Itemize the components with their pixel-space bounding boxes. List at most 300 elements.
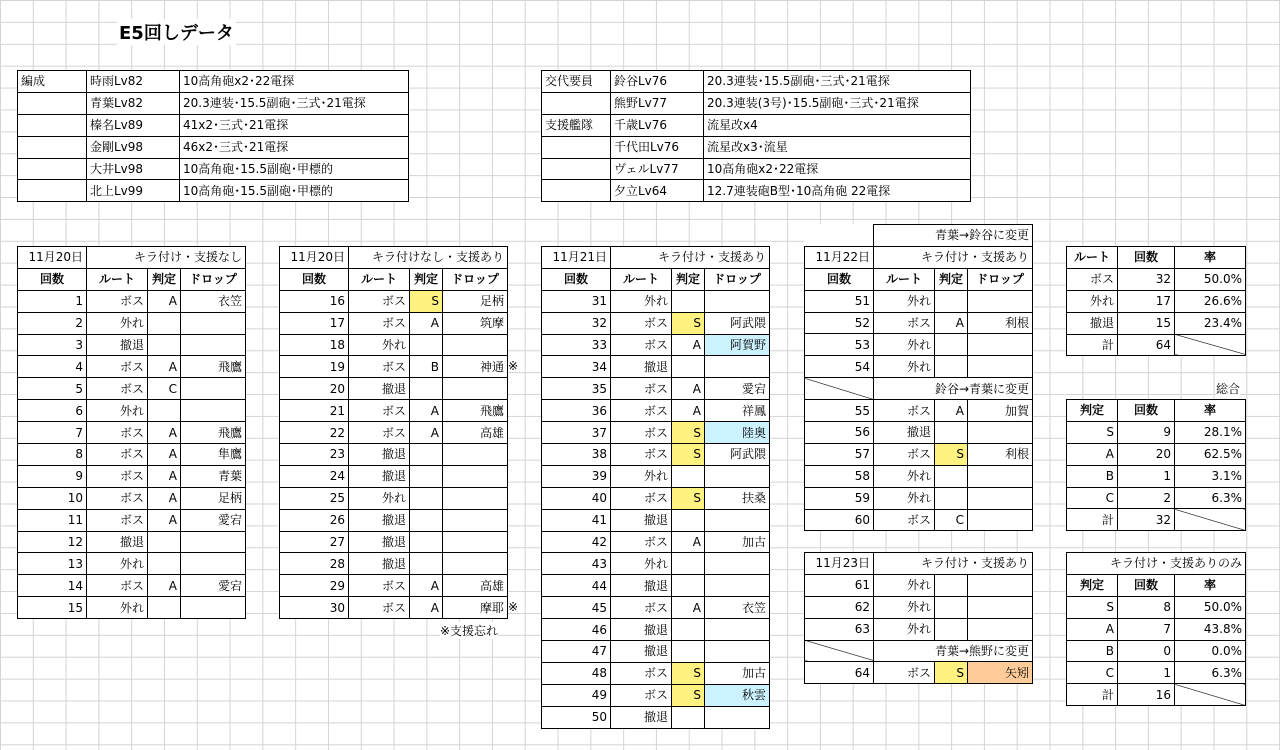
table-row <box>280 378 508 400</box>
summary-count: 8 <box>1118 596 1175 618</box>
equipment: 20.3連装･15.5副砲･三式･21電探 <box>180 92 409 114</box>
date-header-row <box>18 247 246 269</box>
table-row <box>280 553 508 575</box>
reserve-label <box>542 158 611 180</box>
grade-cell <box>410 553 443 575</box>
equipment: 20.3連装(3号)･15.5副砲･三式･21電探 <box>704 92 971 114</box>
route-cell: 外れ <box>874 574 935 596</box>
diagonal-cell <box>1175 334 1246 356</box>
table-row <box>805 465 1033 487</box>
run-number: 15 <box>18 597 87 619</box>
ship-name: ヴェルLv77 <box>611 158 704 180</box>
run-number: 37 <box>542 422 611 444</box>
drop-cell <box>968 422 1033 444</box>
route-cell: 外れ <box>349 487 410 509</box>
ship-name: 時雨Lv82 <box>87 71 180 93</box>
reserve-row <box>542 71 971 93</box>
ship-name: 北上Lv99 <box>87 180 180 202</box>
table-row <box>18 597 246 619</box>
run-number: 30 <box>280 597 349 619</box>
table-row <box>1067 290 1246 312</box>
summary-count: 20 <box>1118 443 1175 465</box>
condition-cell: キラ付け・支援あり <box>874 246 1033 268</box>
run-number: 5 <box>18 378 87 400</box>
header-count: 回数 <box>1118 247 1175 269</box>
table-row <box>280 312 508 334</box>
table-row <box>1067 421 1246 443</box>
route-cell: 撤退 <box>611 356 672 378</box>
route-cell: ボス <box>87 444 148 466</box>
route-cell: ボス <box>874 312 935 334</box>
summary-count: 0 <box>1118 640 1175 662</box>
header-drop: ドロップ <box>968 268 1033 290</box>
run-number: 57 <box>805 443 874 465</box>
ship-name: 千歳Lv76 <box>611 114 704 136</box>
route-cell: ボス <box>349 290 410 312</box>
drop-cell: 筑摩 <box>443 312 508 334</box>
grade-cell <box>935 465 968 487</box>
total-row <box>1067 334 1246 356</box>
table-row <box>280 400 508 422</box>
route-cell: 撤退 <box>611 706 672 728</box>
drop-cell <box>968 465 1033 487</box>
reserve-label <box>542 136 611 158</box>
run-number: 50 <box>542 706 611 728</box>
route-cell: 外れ <box>611 553 672 575</box>
summary-rate: 50.0% <box>1175 596 1246 618</box>
run-number: 39 <box>542 465 611 487</box>
grade-cell: S <box>935 662 968 684</box>
equipment: 流星改x4 <box>704 114 971 136</box>
fleet-label <box>18 180 87 202</box>
date-cell: 11月20日 <box>18 247 87 269</box>
table-row <box>542 334 770 356</box>
equipment: 10高角砲･15.5副砲･甲標的 <box>180 158 409 180</box>
route-cell: ボス <box>87 487 148 509</box>
table-row <box>805 574 1033 596</box>
run-number: 52 <box>805 312 874 334</box>
column-header-row <box>1067 574 1246 596</box>
run-number: 19 <box>280 356 349 378</box>
table-row <box>542 531 770 553</box>
table-row <box>805 312 1033 334</box>
grade-cell: A <box>410 400 443 422</box>
log-table-nov21 <box>541 246 770 729</box>
header-route: ルート <box>611 268 672 290</box>
reserve-label <box>542 92 611 114</box>
run-number: 32 <box>542 312 611 334</box>
drop-cell <box>705 553 770 575</box>
drop-cell <box>705 619 770 641</box>
grade-cell <box>935 618 968 640</box>
run-number: 60 <box>805 509 874 531</box>
date-cell: 11月21日 <box>542 247 611 269</box>
summary-key: S <box>1067 421 1118 443</box>
grade-cell: S <box>935 443 968 465</box>
total-count: 64 <box>1118 334 1175 356</box>
reserve-row <box>542 92 971 114</box>
route-cell: 外れ <box>87 400 148 422</box>
drop-cell <box>968 574 1033 596</box>
route-cell: ボス <box>874 509 935 531</box>
header-drop: ドロップ <box>181 268 246 290</box>
header-drop: ドロップ <box>443 268 508 290</box>
route-cell: ボス <box>87 378 148 400</box>
run-number: 31 <box>542 290 611 312</box>
route-cell: 撤退 <box>349 465 410 487</box>
table-row <box>805 596 1033 618</box>
date-cell: 11月23日 <box>805 553 874 575</box>
equipment: 20.3連装･15.5副砲･三式･21電探 <box>704 71 971 93</box>
table-row <box>1067 487 1246 509</box>
ship-name: 金剛Lv98 <box>87 136 180 158</box>
run-number: 24 <box>280 465 349 487</box>
route-cell: 撤退 <box>611 619 672 641</box>
drop-cell <box>181 334 246 356</box>
grade-cell: A <box>148 422 181 444</box>
drop-cell: 加古 <box>705 662 770 684</box>
table-row <box>805 422 1033 444</box>
route-cell: 撤退 <box>611 575 672 597</box>
route-cell: ボス <box>349 575 410 597</box>
route-cell: 撤退 <box>874 422 935 444</box>
run-number: 42 <box>542 531 611 553</box>
grade-cell: A <box>672 597 705 619</box>
date-cell: 11月22日 <box>805 246 874 268</box>
summary-key: 外れ <box>1067 290 1118 312</box>
table-row <box>542 422 770 444</box>
route-cell: ボス <box>87 575 148 597</box>
drop-cell <box>705 706 770 728</box>
date-header-row <box>805 553 1033 575</box>
run-number: 17 <box>280 312 349 334</box>
grade-cell: S <box>672 444 705 466</box>
grade-cell: A <box>672 378 705 400</box>
grade-cell <box>410 531 443 553</box>
drop-cell: 阿武隈 <box>705 312 770 334</box>
grade-cell <box>148 400 181 422</box>
table-row <box>1067 268 1246 290</box>
table-row <box>805 662 1033 684</box>
run-number: 12 <box>18 531 87 553</box>
grade-cell <box>148 312 181 334</box>
route-cell: ボス <box>611 378 672 400</box>
drop-cell <box>443 334 508 356</box>
run-number: 41 <box>542 509 611 531</box>
run-number: 34 <box>542 356 611 378</box>
route-cell: 外れ <box>611 290 672 312</box>
route-cell: ボス <box>611 487 672 509</box>
change-note: 鈴谷→青葉に変更 <box>874 378 1033 400</box>
header-grade: 判定 <box>148 268 181 290</box>
fleet-label <box>18 136 87 158</box>
drop-cell <box>181 597 246 619</box>
blank <box>805 225 874 247</box>
t2-mark-30: ※ <box>508 600 519 614</box>
run-number: 28 <box>280 553 349 575</box>
fleet-label <box>18 114 87 136</box>
table-row <box>1067 640 1246 662</box>
run-number: 46 <box>542 619 611 641</box>
condition-cell: キラ付け・支援あり <box>611 247 770 269</box>
grade-cell <box>410 444 443 466</box>
run-number: 18 <box>280 334 349 356</box>
table-row <box>280 509 508 531</box>
grade-cell: S <box>672 662 705 684</box>
route-cell: ボス <box>349 312 410 334</box>
drop-cell: 祥鳳 <box>705 400 770 422</box>
table-row <box>18 444 246 466</box>
table-row <box>1067 662 1246 684</box>
summary-overall-table <box>1066 399 1246 531</box>
drop-cell <box>181 553 246 575</box>
route-cell: ボス <box>611 662 672 684</box>
grade-cell <box>935 574 968 596</box>
drop-cell: 利根 <box>968 443 1033 465</box>
run-number: 29 <box>280 575 349 597</box>
drop-cell <box>968 356 1033 378</box>
column-header-row <box>542 268 770 290</box>
header-count: 回数 <box>542 268 611 290</box>
table-row <box>18 422 246 444</box>
grade-cell: B <box>410 356 443 378</box>
header-key: 判定 <box>1067 574 1118 596</box>
run-number: 44 <box>542 575 611 597</box>
summary-key: B <box>1067 640 1118 662</box>
reserve-row <box>542 136 971 158</box>
grade-cell: C <box>148 378 181 400</box>
run-number: 2 <box>18 312 87 334</box>
fleet-row <box>18 136 409 158</box>
run-number: 22 <box>280 422 349 444</box>
run-number: 26 <box>280 509 349 531</box>
drop-cell <box>968 596 1033 618</box>
grade-cell <box>148 531 181 553</box>
grade-cell: A <box>672 400 705 422</box>
total-label: 計 <box>1067 509 1118 531</box>
run-number: 25 <box>280 487 349 509</box>
grade-cell: A <box>148 290 181 312</box>
grade-cell: A <box>410 575 443 597</box>
table-row <box>280 531 508 553</box>
drop-cell: 愛宕 <box>181 575 246 597</box>
route-cell: ボス <box>874 400 935 422</box>
grade-cell: S <box>410 290 443 312</box>
header-grade: 判定 <box>672 268 705 290</box>
summary-caption: キラ付け・支援ありのみ <box>1067 553 1246 575</box>
total-count: 16 <box>1118 684 1175 706</box>
change-row <box>805 378 1033 400</box>
run-number: 6 <box>18 400 87 422</box>
run-number: 55 <box>805 400 874 422</box>
table-row <box>542 312 770 334</box>
route-cell: ボス <box>87 422 148 444</box>
summary-rate: 6.3% <box>1175 662 1246 684</box>
change-note: 青葉→鈴谷に変更 <box>874 225 1033 247</box>
drop-cell: 摩耶 <box>443 597 508 619</box>
diagonal-cell <box>805 640 874 662</box>
fleet-table <box>17 70 409 202</box>
ship-name: 大井Lv98 <box>87 158 180 180</box>
diagonal-cell <box>805 378 874 400</box>
run-number: 14 <box>18 575 87 597</box>
log-table-nov22 <box>804 224 1033 531</box>
summary-route-table <box>1066 246 1246 356</box>
total-count: 32 <box>1118 509 1175 531</box>
route-cell: ボス <box>874 443 935 465</box>
grade-cell: A <box>148 465 181 487</box>
route-cell: 撤退 <box>87 334 148 356</box>
drop-cell <box>443 509 508 531</box>
route-cell: 撤退 <box>349 531 410 553</box>
grade-cell <box>935 487 968 509</box>
drop-cell: 足柄 <box>443 290 508 312</box>
grade-cell: C <box>935 509 968 531</box>
drop-cell <box>705 509 770 531</box>
run-number: 56 <box>805 422 874 444</box>
condition-cell: キラ付けなし・支援あり <box>349 247 508 269</box>
summary-key: ボス <box>1067 268 1118 290</box>
table-row <box>280 422 508 444</box>
total-label: 計 <box>1067 334 1118 356</box>
drop-cell <box>968 509 1033 531</box>
header-rate: 率 <box>1175 574 1246 596</box>
table-row <box>18 400 246 422</box>
summary-rate: 23.4% <box>1175 312 1246 334</box>
column-header-row <box>1067 400 1246 422</box>
header-route: ルート <box>87 268 148 290</box>
run-number: 58 <box>805 465 874 487</box>
reserve-label: 支援艦隊 <box>542 114 611 136</box>
reserve-row <box>542 114 971 136</box>
table-row <box>18 553 246 575</box>
change-row <box>805 225 1033 247</box>
fleet-row <box>18 71 409 93</box>
summary-rate: 26.6% <box>1175 290 1246 312</box>
diagonal-cell <box>1175 684 1246 706</box>
header-route: ルート <box>874 268 935 290</box>
run-number: 49 <box>542 684 611 706</box>
grade-cell <box>410 509 443 531</box>
equipment: 41x2･三式･21電探 <box>180 114 409 136</box>
run-number: 53 <box>805 334 874 356</box>
summary-key: C <box>1067 662 1118 684</box>
reserve-row <box>542 158 971 180</box>
drop-cell: 飛鷹 <box>443 400 508 422</box>
header-grade: 判定 <box>935 268 968 290</box>
summary-count: 15 <box>1118 312 1175 334</box>
reserve-label <box>542 180 611 202</box>
summary-count: 32 <box>1118 268 1175 290</box>
grade-cell: S <box>672 487 705 509</box>
header-rate: 率 <box>1175 247 1246 269</box>
route-cell: ボス <box>611 684 672 706</box>
run-number: 23 <box>280 444 349 466</box>
total-row <box>1067 684 1246 706</box>
header-count: 回数 <box>1118 574 1175 596</box>
drop-cell <box>443 465 508 487</box>
route-cell: 外れ <box>349 334 410 356</box>
table-row <box>805 290 1033 312</box>
table-row <box>805 356 1033 378</box>
table-row <box>18 487 246 509</box>
drop-cell: 足柄 <box>181 487 246 509</box>
drop-cell: 加古 <box>705 531 770 553</box>
drop-cell: 飛鷹 <box>181 422 246 444</box>
grade-cell <box>672 290 705 312</box>
grade-cell <box>672 619 705 641</box>
drop-cell: 利根 <box>968 312 1033 334</box>
run-number: 3 <box>18 334 87 356</box>
ship-name: 榛名Lv89 <box>87 114 180 136</box>
equipment: 流星改x3･流星 <box>704 136 971 158</box>
table-row <box>805 400 1033 422</box>
drop-cell: 加賀 <box>968 400 1033 422</box>
table-row <box>542 509 770 531</box>
drop-cell <box>181 378 246 400</box>
table-row <box>1067 618 1246 640</box>
grade-cell <box>935 422 968 444</box>
grade-cell <box>672 706 705 728</box>
run-number: 1 <box>18 290 87 312</box>
column-header-row <box>280 268 508 290</box>
drop-cell <box>443 444 508 466</box>
run-number: 62 <box>805 596 874 618</box>
table-row <box>805 509 1033 531</box>
summary-key: 撤退 <box>1067 312 1118 334</box>
condition-cell: キラ付け・支援なし <box>87 247 246 269</box>
route-cell: 撤退 <box>349 553 410 575</box>
header-count: 回数 <box>18 268 87 290</box>
drop-cell <box>705 356 770 378</box>
grade-cell: A <box>672 334 705 356</box>
condition-cell: キラ付け・支援あり <box>874 553 1033 575</box>
summary-overall-caption: 総合 <box>1216 382 1241 396</box>
run-number: 4 <box>18 356 87 378</box>
summary-count: 1 <box>1118 662 1175 684</box>
header-count: 回数 <box>1118 400 1175 422</box>
date-header-row <box>805 246 1033 268</box>
route-cell: ボス <box>349 597 410 619</box>
grade-cell <box>410 465 443 487</box>
table-row <box>805 443 1033 465</box>
route-cell: ボス <box>611 597 672 619</box>
table-row <box>542 290 770 312</box>
equipment: 12.7連装砲B型･10高角砲 22電探 <box>704 180 971 202</box>
route-cell: 外れ <box>874 356 935 378</box>
drop-cell: 高雄 <box>443 422 508 444</box>
header-count: 回数 <box>805 268 874 290</box>
diagonal-cell <box>1175 509 1246 531</box>
run-number: 13 <box>18 553 87 575</box>
run-number: 59 <box>805 487 874 509</box>
table-row <box>1067 312 1246 334</box>
summary-rate: 50.0% <box>1175 268 1246 290</box>
summary-count: 9 <box>1118 421 1175 443</box>
run-number: 21 <box>280 400 349 422</box>
run-number: 43 <box>542 553 611 575</box>
table-row <box>280 465 508 487</box>
header-key: ルート <box>1067 247 1118 269</box>
drop-cell: 神通 <box>443 356 508 378</box>
route-cell: ボス <box>611 334 672 356</box>
grade-cell: S <box>672 422 705 444</box>
drop-cell: 飛鷹 <box>181 356 246 378</box>
table-row <box>805 618 1033 640</box>
fleet-row <box>18 158 409 180</box>
ship-name: 熊野Lv77 <box>611 92 704 114</box>
summary-kira-support-table <box>1066 552 1246 706</box>
